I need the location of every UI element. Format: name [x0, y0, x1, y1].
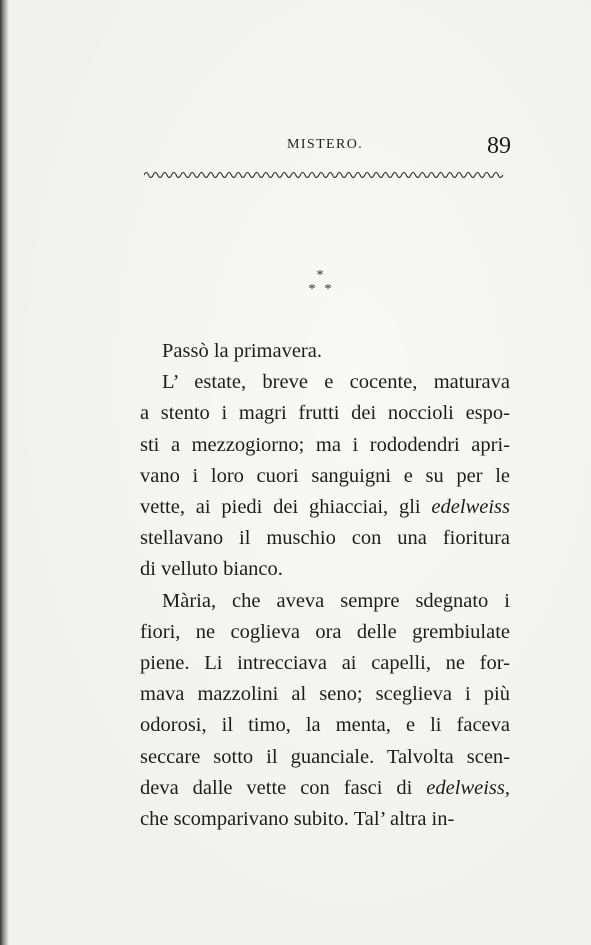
text-line — [140, 430, 510, 461]
text-run: odorosi, il timo, la menta, e li faceva — [140, 714, 510, 737]
text-run: di velluto bianco. — [140, 558, 283, 581]
text-run: L’ estate, breve e cocente, maturava — [162, 371, 510, 394]
text-line — [140, 398, 510, 429]
text-run: vette, ai piedi dei ghiacciai, gli — [140, 496, 432, 519]
text-run: piene. Li intrecciava ai capelli, ne for- — [140, 652, 510, 675]
text-run: Mària, che aveva sempre sdegnato i — [162, 589, 510, 612]
italic-word: edelweiss, — [426, 776, 510, 799]
italic-word: edelweiss — [431, 496, 510, 519]
text-line — [140, 367, 510, 398]
text-line — [140, 523, 510, 554]
text-line — [140, 586, 510, 617]
running-title: MISTERO. — [287, 137, 364, 152]
body-text — [140, 336, 510, 835]
svg-text:*: * — [316, 268, 324, 283]
text-line — [140, 617, 510, 648]
text-run: seccare sotto il guanciale. Talvolta scen- — [140, 745, 510, 768]
text-run: deva dalle vette con fasci di — [140, 776, 427, 799]
text-run: che scomparivano subito. Tal’ altra in- — [140, 808, 455, 831]
text-run: stellavano il muschio con una fioritura — [140, 527, 510, 550]
asterism-section-break — [295, 266, 345, 300]
text-line — [140, 742, 510, 773]
text-run: mava mazzolini al seno; sceglieva i più — [140, 683, 510, 706]
text-run: Passò la primavera. — [162, 340, 322, 362]
svg-text:*: * — [308, 282, 316, 297]
text-line — [140, 679, 510, 710]
page-number: 89 — [487, 133, 511, 159]
text-run: fiori, ne coglieva ora delle grembiulate — [140, 620, 510, 643]
text-run: vano i loro cuori sanguigni e su per le — [140, 464, 510, 487]
text-run: sti a mezzogiorno; ma i rododendri apri- — [140, 433, 510, 456]
text-line — [140, 710, 510, 741]
running-head — [0, 133, 591, 163]
text-line — [140, 648, 510, 679]
svg-text:*: * — [324, 282, 332, 297]
decorative-rule-ornament — [144, 169, 511, 181]
text-line — [140, 461, 510, 492]
ornament-wave-line — [144, 173, 503, 178]
text-line — [140, 773, 510, 804]
text-run: a stento i magri frutti dei noccioli espo- — [140, 402, 510, 425]
text-line — [140, 492, 510, 523]
text-line — [140, 804, 510, 835]
text-line — [140, 336, 510, 367]
text-line — [140, 554, 510, 585]
